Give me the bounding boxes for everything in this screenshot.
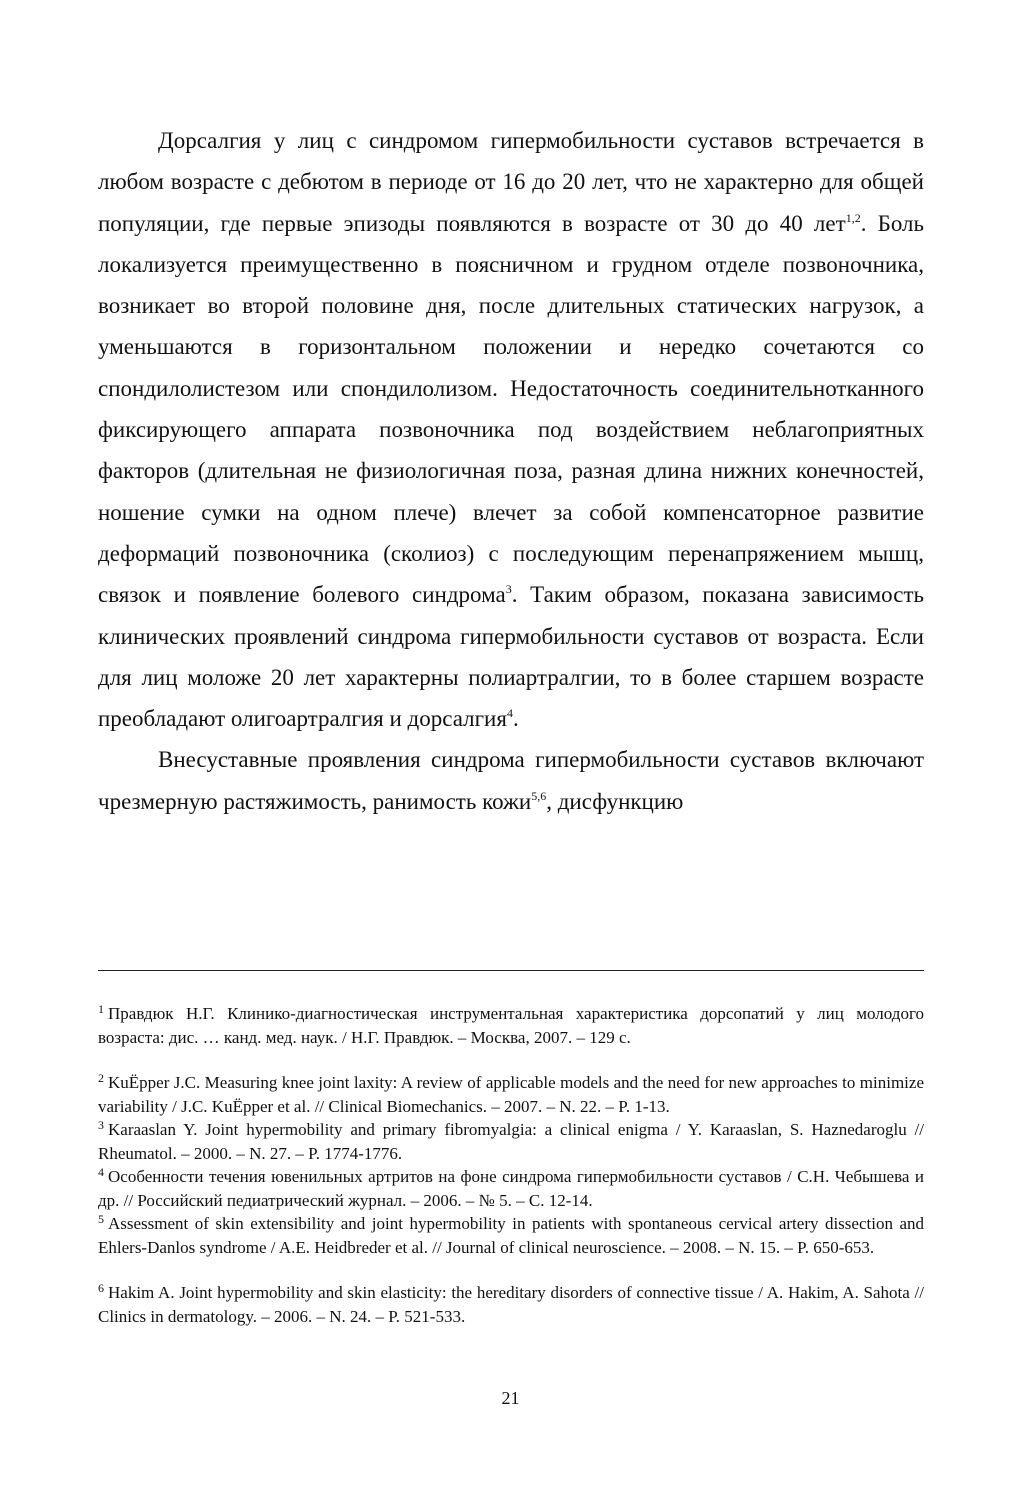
- footnote-text: Karaaslan Y. Joint hypermobility and primary fibromyalgia: a clinical enigma / Y. Karaaslan, S. Haznedaroglu // Rheumatol. – 2000. – N. 27. – P. 1774-1776.: [98, 1120, 924, 1163]
- paragraph-extra-articular: [98, 739, 924, 822]
- paragraph-text: Внесуставные проявления синдрома гипермобильности суставов включают чрезмерную растяжимость, ранимость кожи: [98, 747, 924, 814]
- footnote-text: Правдюк Н.Г. Клинико-диагностическая инструментальная характеристика дорсопатий у лиц молодого возраста: дис. … канд. мед. наук. / Н.Г. Правдюк. – Москва, 2007. – 129 с.: [98, 1004, 924, 1047]
- page-number: 21: [501, 1388, 520, 1408]
- footnote-number: 4: [98, 1165, 104, 1179]
- footnote-text: Hakim A. Joint hypermobility and skin elasticity: the hereditary disorders of connective tissue / A. Hakim, A. Sahota // Clinics in dermatology. – 2006. – N. 24. – P. 521-533.: [98, 1283, 924, 1326]
- paragraph-text: , дисфункцию: [546, 788, 684, 814]
- footnote-ref: 5,6: [531, 788, 547, 803]
- footnote-number: 5: [98, 1212, 104, 1226]
- footnote-number: 2: [98, 1071, 104, 1085]
- paragraph-text: Дорсалгия у лиц с синдромом гипермобильности суставов встречается в любом возрасте с дебютом в периоде от 16 до 20 лет, что не характерно для общей популяции, где первые эпизоды появляются в возрасте от 30 до 40 лет: [98, 128, 924, 236]
- footnote-ref: 3: [505, 582, 512, 597]
- footnote-separator: [98, 970, 924, 971]
- footnote-text: Assessment of skin extensibility and joint hypermobility in patients with spontaneous cervical artery dissection and Ehlers-Danlos syndrome / A.E. Heidbreder et al. // Journal of clinical neuroscience. – 2008. – N. 15. – P. 650-653.: [98, 1214, 924, 1257]
- footnote-4: [98, 1165, 924, 1212]
- footnote-ref: 4: [506, 706, 513, 721]
- footnote-ref: 1,2: [845, 210, 861, 225]
- footnote-number: 6: [98, 1281, 104, 1295]
- body-text: [98, 120, 924, 822]
- paragraph-dorsalgia: [98, 120, 924, 739]
- footnote-text: KuЁpper J.C. Measuring knee joint laxity: A review of applicable models and the need for new approaches to minimize variability / J.C. KuЁpper et al. // Clinical Biomechanics. – 2007. – N. 22. – P. 1-13.: [98, 1073, 924, 1116]
- footnote-5: [98, 1212, 924, 1259]
- paragraph-text: . Боль локализуется преимущественно в поясничном и грудном отделе позвоночника, возникает во второй половине дня, после длительных статических нагрузок, а уменьшаются в горизонтальном положении и нередко сочетаются со спондилолистезом или спондилолизом. Недостаточность соединительнотканного фиксирующего аппарата позвоночника под воздействием неблагоприятных факторов (длительная не физиологичная поза, разная длина нижних конечностей, ношение сумки на одном плече) влечет за собой компенсаторное развитие деформаций позвоночника (сколиоз) с последующим перенапряжением мышц, связок и появление болевого синдрома: [98, 210, 924, 608]
- paragraph-text: . Таким образом, показана зависимость клинических проявлений синдрома гипермобильности суставов от возраста. Если для лиц моложе 20 лет характерны полиартралгии, то в более старшем возрасте преобладают олигоартралгия и дорсалгия: [98, 582, 924, 732]
- paragraph-text: .: [512, 706, 519, 732]
- footnote-3: [98, 1118, 924, 1165]
- footnote-text: Особенности течения ювенильных артритов на фоне синдрома гипермобильности суставов / С.Н. Чебышева и др. // Российский педиатрический журнал. – 2006. – № 5. – С. 12-14.: [98, 1167, 924, 1210]
- footnote-2: [98, 1071, 924, 1118]
- footnotes: [98, 1002, 924, 1328]
- footnote-number: 1: [98, 1002, 104, 1016]
- footnote-number: 3: [98, 1118, 104, 1132]
- footnote-6: [98, 1281, 924, 1328]
- footnote-1: [98, 1002, 924, 1049]
